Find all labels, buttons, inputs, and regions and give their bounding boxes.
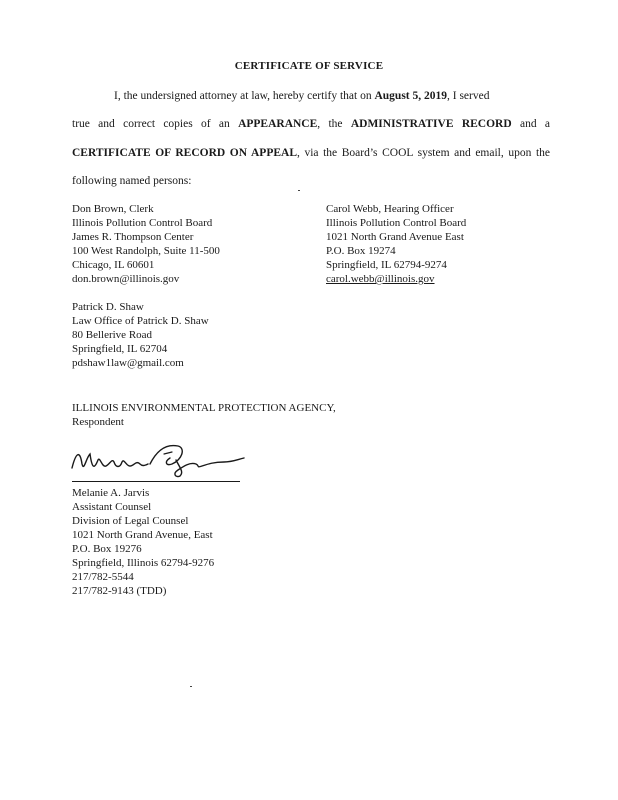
recipient-city: Springfield, IL 62704 (72, 343, 168, 355)
body-text: and a (511, 118, 550, 130)
document-certificate-of-record: CERTIFICATE OF RECORD ON APPEAL (72, 147, 297, 159)
signer-title: Assistant Counsel (72, 501, 152, 513)
body-text: true and correct copies of an (72, 118, 239, 130)
recipient-org: Law Office of Patrick D. Shaw (72, 315, 209, 327)
body-line-3 (72, 146, 550, 160)
body-text: , the (317, 118, 351, 130)
signer-block (72, 486, 214, 598)
recipient-pobox: P.O. Box 19274 (326, 245, 396, 257)
signature-line (72, 481, 240, 482)
body-line-4: following named persons: (72, 175, 192, 187)
signer-pobox: P.O. Box 19276 (72, 543, 142, 555)
recipient-org: Illinois Pollution Control Board (72, 217, 213, 229)
document-appearance: APPEARANCE (238, 118, 318, 130)
recipient-block-clerk (72, 202, 220, 286)
body-text: , I served (447, 90, 490, 102)
signer-city: Springfield, Illinois 62794-9276 (72, 557, 215, 569)
recipient-building: James R. Thompson Center (72, 231, 194, 243)
scan-speck (190, 686, 192, 687)
body-text: I, the undersigned attorney at law, hereby certify that on (114, 90, 375, 102)
service-date: August 5, 2019 (374, 90, 447, 102)
recipient-email: don.brown@illinois.gov (72, 273, 180, 285)
body-line-1 (72, 89, 550, 103)
agency-name: ILLINOIS ENVIRONMENTAL PROTECTION AGENCY, (72, 402, 336, 414)
signer-name: Melanie A. Jarvis (72, 487, 150, 499)
recipient-street: 80 Bellerive Road (72, 329, 153, 341)
scan-speck (298, 190, 300, 191)
recipient-org: Illinois Pollution Control Board (326, 217, 467, 229)
signer-division: Division of Legal Counsel (72, 515, 189, 527)
recipient-name: Don Brown, Clerk (72, 203, 154, 215)
recipient-street: 1021 North Grand Avenue East (326, 231, 464, 243)
recipient-city: Chicago, IL 60601 (72, 259, 155, 271)
recipient-city: Springfield, IL 62794-9274 (326, 259, 447, 271)
agency-block (72, 401, 336, 429)
handwritten-signature (68, 438, 248, 480)
recipient-email: pdshaw1law@gmail.com (72, 357, 184, 369)
recipient-name: Patrick D. Shaw (72, 301, 144, 313)
recipient-email: carol.webb@illinois.gov (326, 273, 435, 285)
recipient-name: Carol Webb, Hearing Officer (326, 203, 454, 215)
recipient-street: 100 West Randolph, Suite 11-500 (72, 245, 220, 257)
recipient-block-hearing-officer (326, 202, 466, 286)
signer-tdd: 217/782-9143 (TDD) (72, 585, 167, 597)
document-administrative-record: ADMINISTRATIVE RECORD (350, 118, 512, 130)
recipient-block-shaw (72, 300, 209, 370)
signer-phone: 217/782-5544 (72, 571, 134, 583)
agency-role: Respondent (72, 416, 124, 428)
body-line-2 (72, 117, 550, 131)
body-text: , via the Board’s COOL system and email, upon the (297, 147, 550, 159)
page-title: CERTIFICATE OF SERVICE (234, 60, 384, 72)
signer-street: 1021 North Grand Avenue, East (72, 529, 213, 541)
